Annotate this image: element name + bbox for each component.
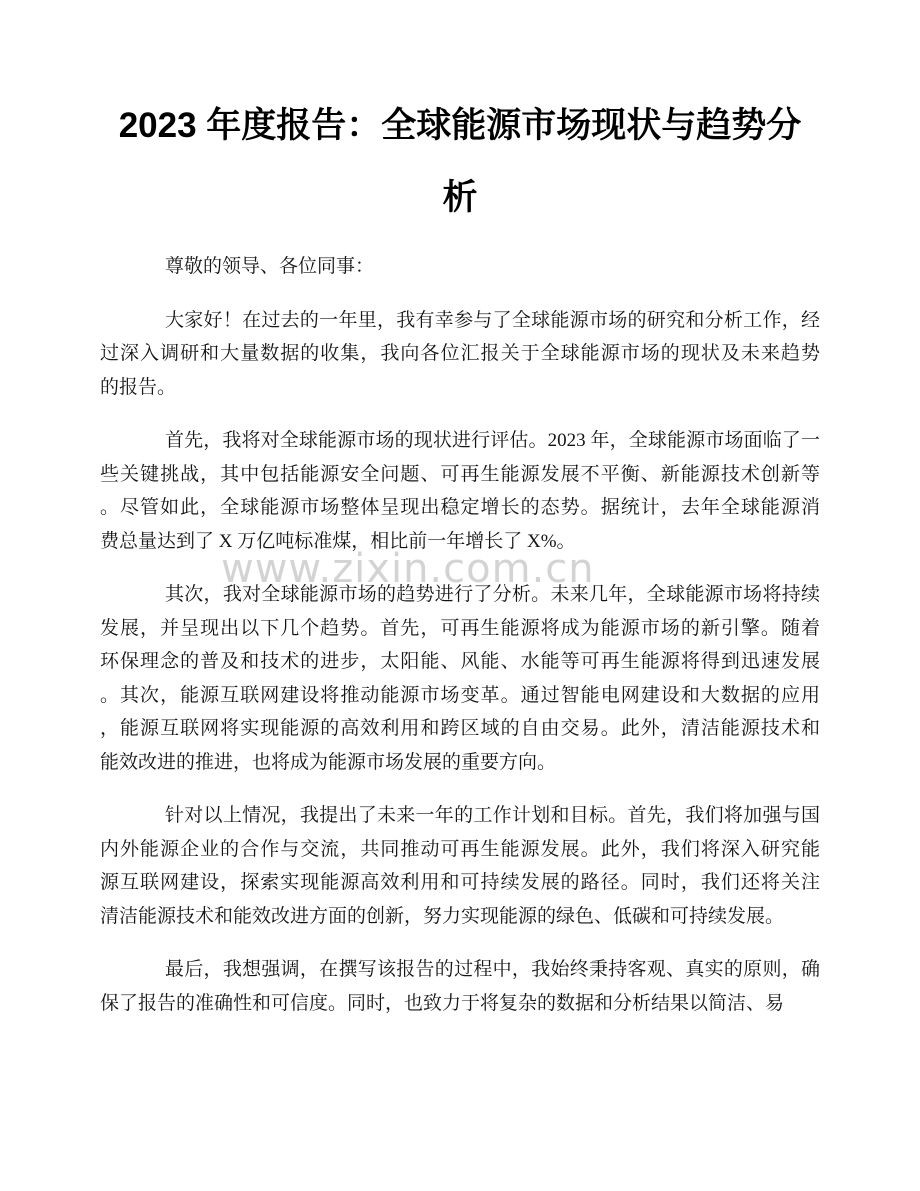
text-line: 大家好！在过去的一年里，我有幸参与了全球能源市场的研究和分析工作，经 — [165, 309, 820, 331]
text-line: 些关键挑战，其中包括能源安全问题、可再生能源发展不平衡、新能源技术创新等 — [100, 463, 820, 485]
text-line: 保了报告的准确性和可信度。同时，也致力于将复杂的数据和分析结果以简洁、易 — [100, 992, 785, 1014]
text-line: 环保理念的普及和技术的进步，太阳能、风能、水能等可再生能源将得到迅速发展 — [100, 651, 820, 672]
text-line: 尊敬的领导、各位同事： — [165, 256, 375, 277]
paragraph-trends — [100, 578, 820, 779]
text-line: 针对以上情况，我提出了未来一年的工作计划和目标。首先，我们将加强与国 — [165, 805, 820, 826]
text-line: 过深入调研和大量数据的收集，我向各位汇报关于全球能源市场的现状及未来趋势 — [100, 343, 820, 364]
document-title — [0, 0, 920, 234]
text-line: 。其次，能源互联网建设将推动能源市场变革。通过智能电网建设和大数据的应用 — [100, 684, 820, 706]
watermark-text: www.zixin.com.cn — [221, 546, 595, 592]
text-line: 费总量达到了 X 万亿吨标准煤，相比前一年增长了 X%。 — [100, 530, 576, 552]
paragraph-salutation — [100, 250, 820, 284]
paragraph-work-plan — [100, 799, 820, 933]
title-line-2: 析 — [442, 178, 478, 217]
paragraph-current-status — [100, 424, 820, 558]
text-line: 。尽管如此，全球能源市场整体呈现出稳定增长的态势。据统计，去年全球能源消 — [100, 497, 820, 518]
text-line: 其次，我对全球能源市场的趋势进行了分析。未来几年，全球能源市场将持续 — [165, 584, 820, 605]
text-line: 内外能源企业的合作与交流，共同推动可再生能源发展。此外，我们将深入研究能 — [100, 838, 820, 860]
text-line: ，能源互联网将实现能源的高效利用和跨区域的自由交易。此外，清洁能源技术和 — [100, 718, 820, 739]
paragraph-closing — [100, 953, 820, 1020]
text-line: 的报告。 — [100, 376, 177, 398]
paragraph-intro — [100, 304, 820, 405]
text-line: 首先，我将对全球能源市场的现状进行评估。2023 年，全球能源市场面临了一 — [165, 430, 820, 451]
text-line: 发展，并呈现出以下几个趋势。首先，可再生能源将成为能源市场的新引擎。随着 — [100, 617, 820, 639]
text-line: 最后，我想强调，在撰写该报告的过程中，我始终秉持客观、真实的原则，确 — [165, 959, 820, 980]
text-line: 清洁能源技术和能效改进方面的创新，努力实现能源的绿色、低碳和可持续发展。 — [100, 905, 785, 927]
document-body — [100, 250, 820, 1020]
text-line: 源互联网建设，探索实现能源高效利用和可持续发展的路径。同时，我们还将关注 — [100, 872, 820, 893]
title-line-1: 2023 年度报告：全球能源市场现状与趋势分 — [118, 106, 802, 145]
text-line: 能效改进的推进，也将成为能源市场发展的重要方向。 — [100, 751, 557, 773]
